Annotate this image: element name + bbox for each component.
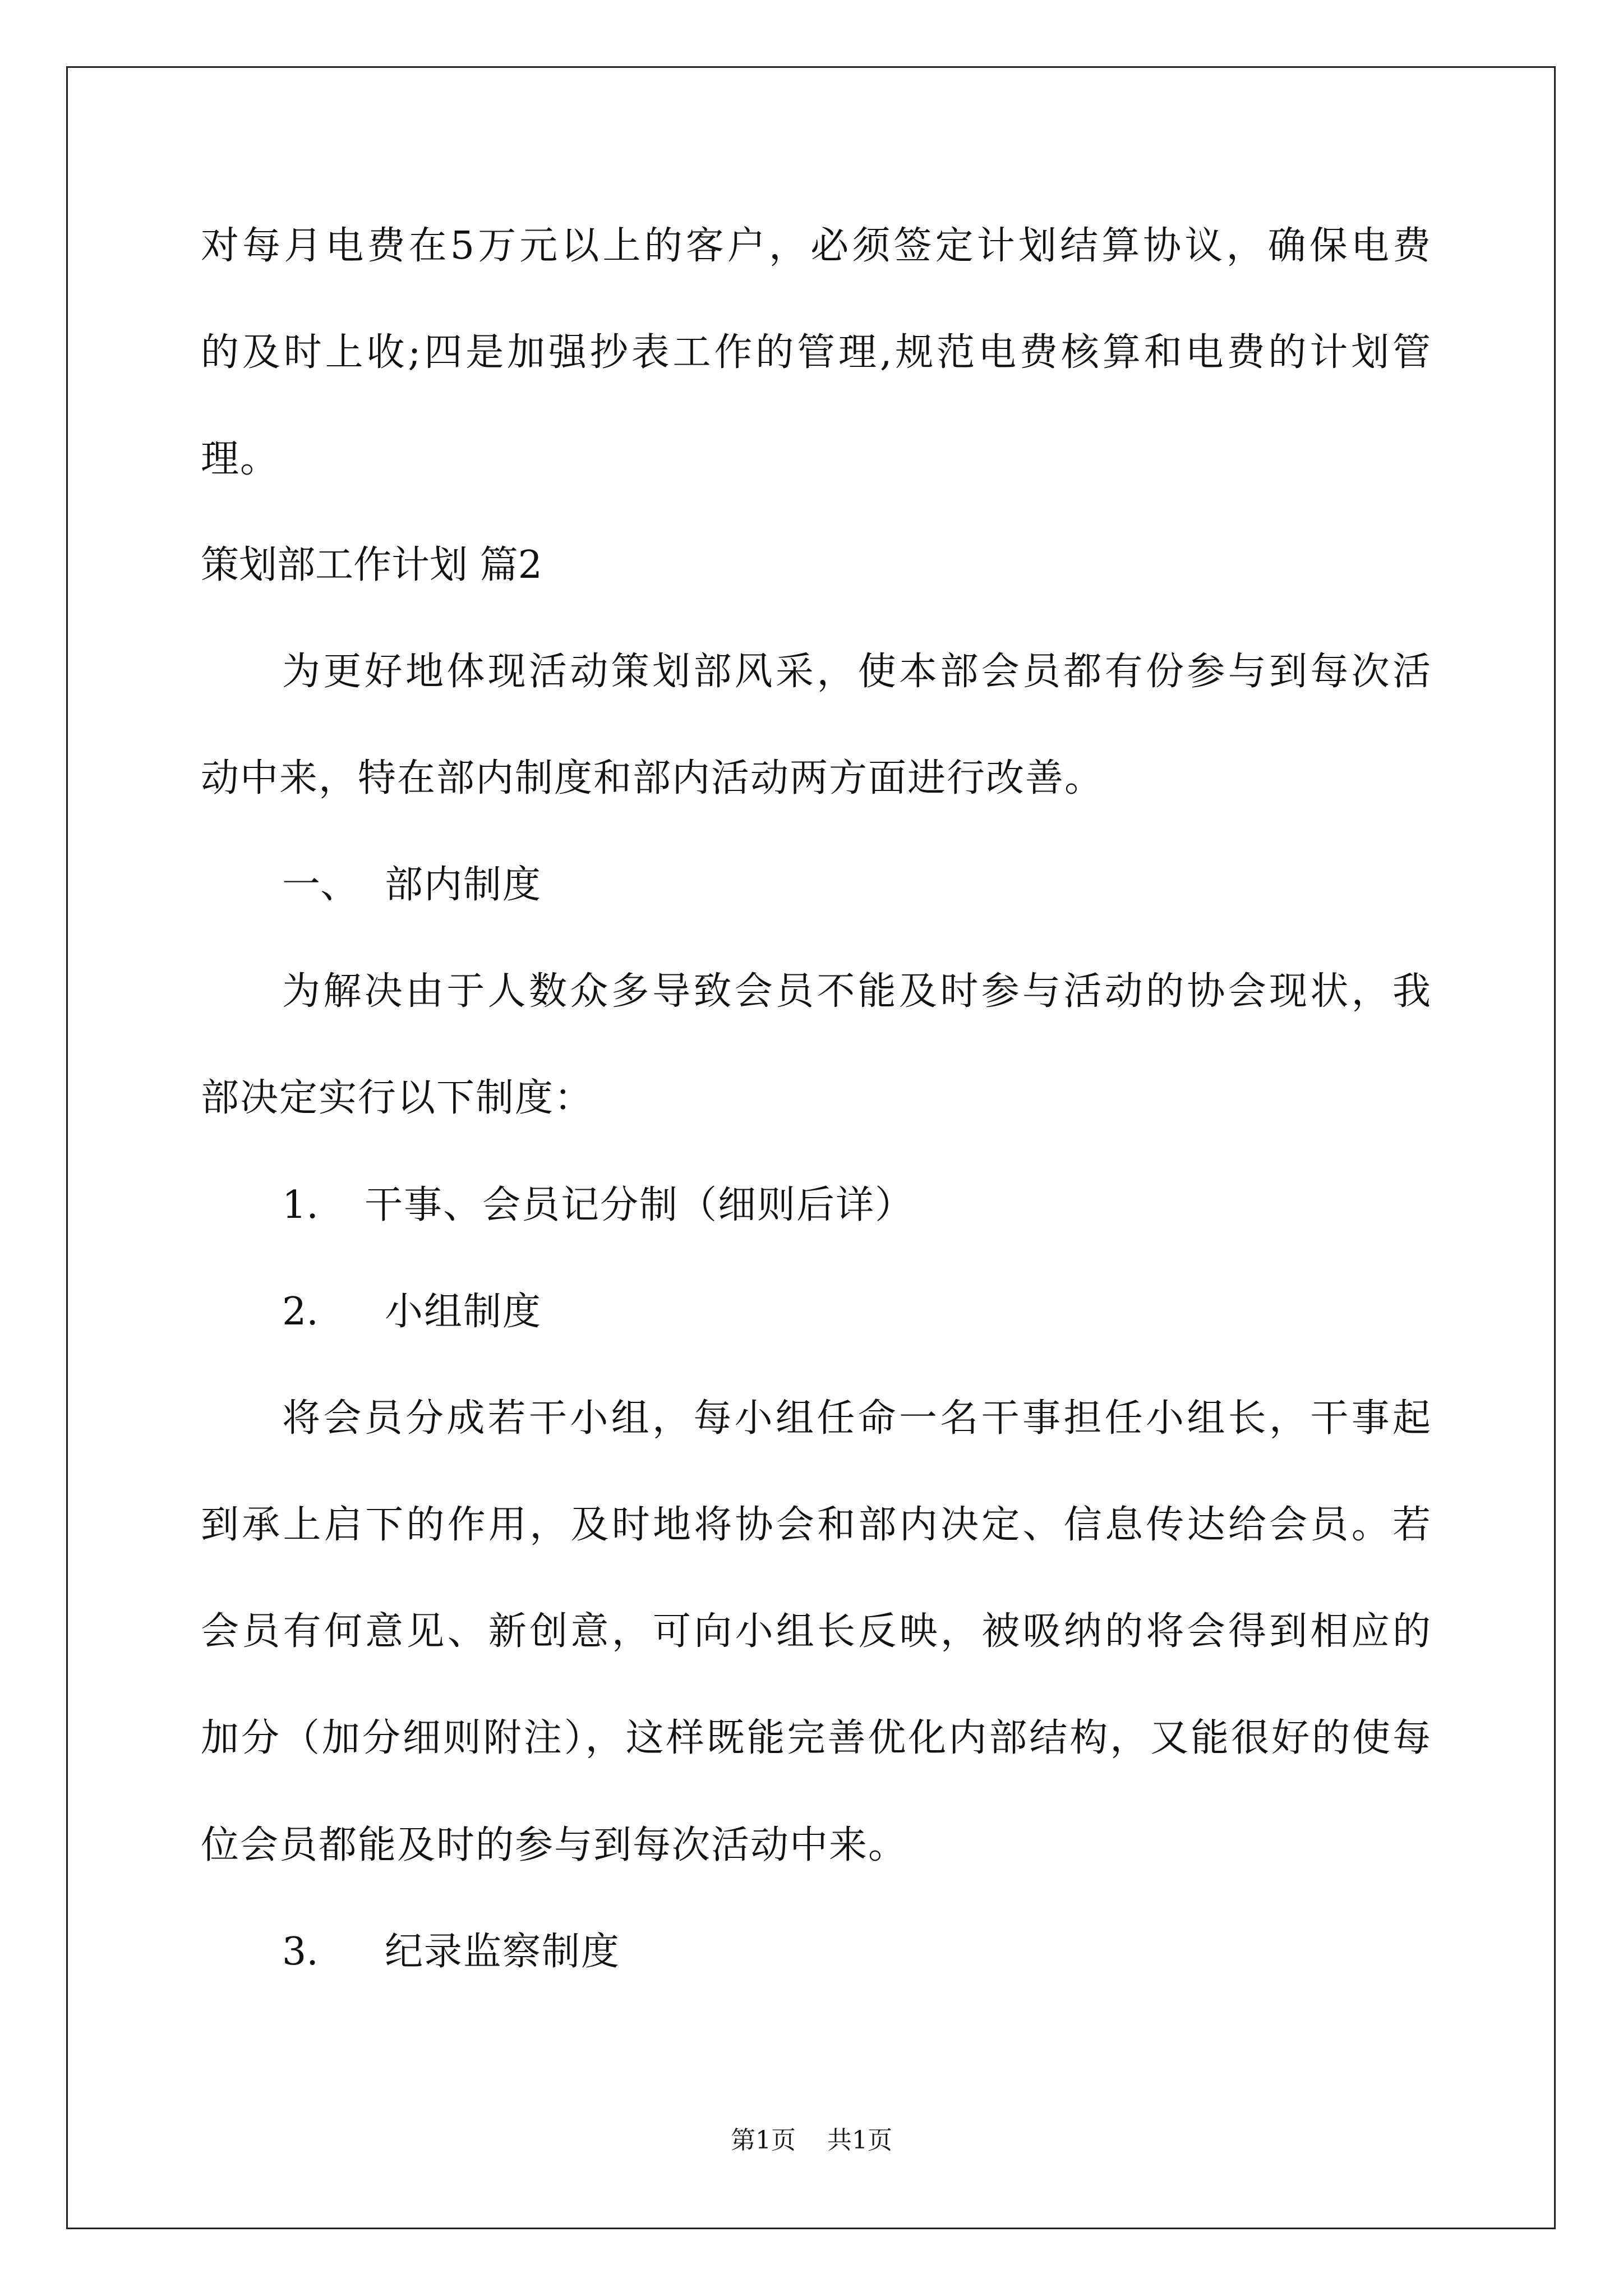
list-item-text: 干事、会员记分制（细则后详） xyxy=(365,1183,915,1227)
section-title: 策划部工作计划 篇2 xyxy=(201,543,542,587)
paragraph-line: 将会员分成若干小组，每小组任命一名干事担任小组长，干事起 xyxy=(282,1396,1432,1441)
list-marker: 一、 xyxy=(282,863,359,907)
page-footer: 第1页 共1页 xyxy=(731,2126,892,2155)
paragraph-line: 为更好地体现活动策划部风采，使本部会员都有份参与到每次活 xyxy=(282,650,1432,694)
list-item-text: 纪录监察制度 xyxy=(385,1930,621,1974)
list-marker: 2. xyxy=(282,1290,319,1334)
paragraph-line: 会员有何意见、新创意，可向小组长反映，被吸纳的将会得到相应的 xyxy=(201,1609,1432,1654)
page-border xyxy=(66,66,1556,2229)
paragraph-line: 位会员都能及时的参与到每次活动中来。 xyxy=(201,1823,908,1867)
paragraph-line: 为解决由于人数众多导致会员不能及时参与活动的协会现状，我 xyxy=(282,969,1432,1014)
paragraph-line: 动中来，特在部内制度和部内活动两方面进行改善。 xyxy=(201,756,1104,800)
paragraph-line: 加分（加分细则附注），这样既能完善优化内部结构，又能很好的使每 xyxy=(201,1716,1432,1760)
paragraph-line: 理。 xyxy=(201,437,280,481)
paragraph-line: 部决定实行以下制度： xyxy=(201,1076,594,1120)
paragraph-line: 的及时上收;四是加强抄表工作的管理,规范电费核算和电费的计划管 xyxy=(201,330,1432,375)
list-marker: 1. xyxy=(282,1183,319,1227)
list-item-text: 小组制度 xyxy=(385,1290,542,1334)
paragraph-line: 到承上启下的作用，及时地将协会和部内决定、信息传达给会员。若 xyxy=(201,1503,1432,1547)
list-marker: 3. xyxy=(282,1930,319,1974)
heading-text: 部内制度 xyxy=(385,863,542,907)
paragraph-line: 对每月电费在5万元以上的客户，必须签定计划结算协议，确保电费 xyxy=(201,224,1432,268)
